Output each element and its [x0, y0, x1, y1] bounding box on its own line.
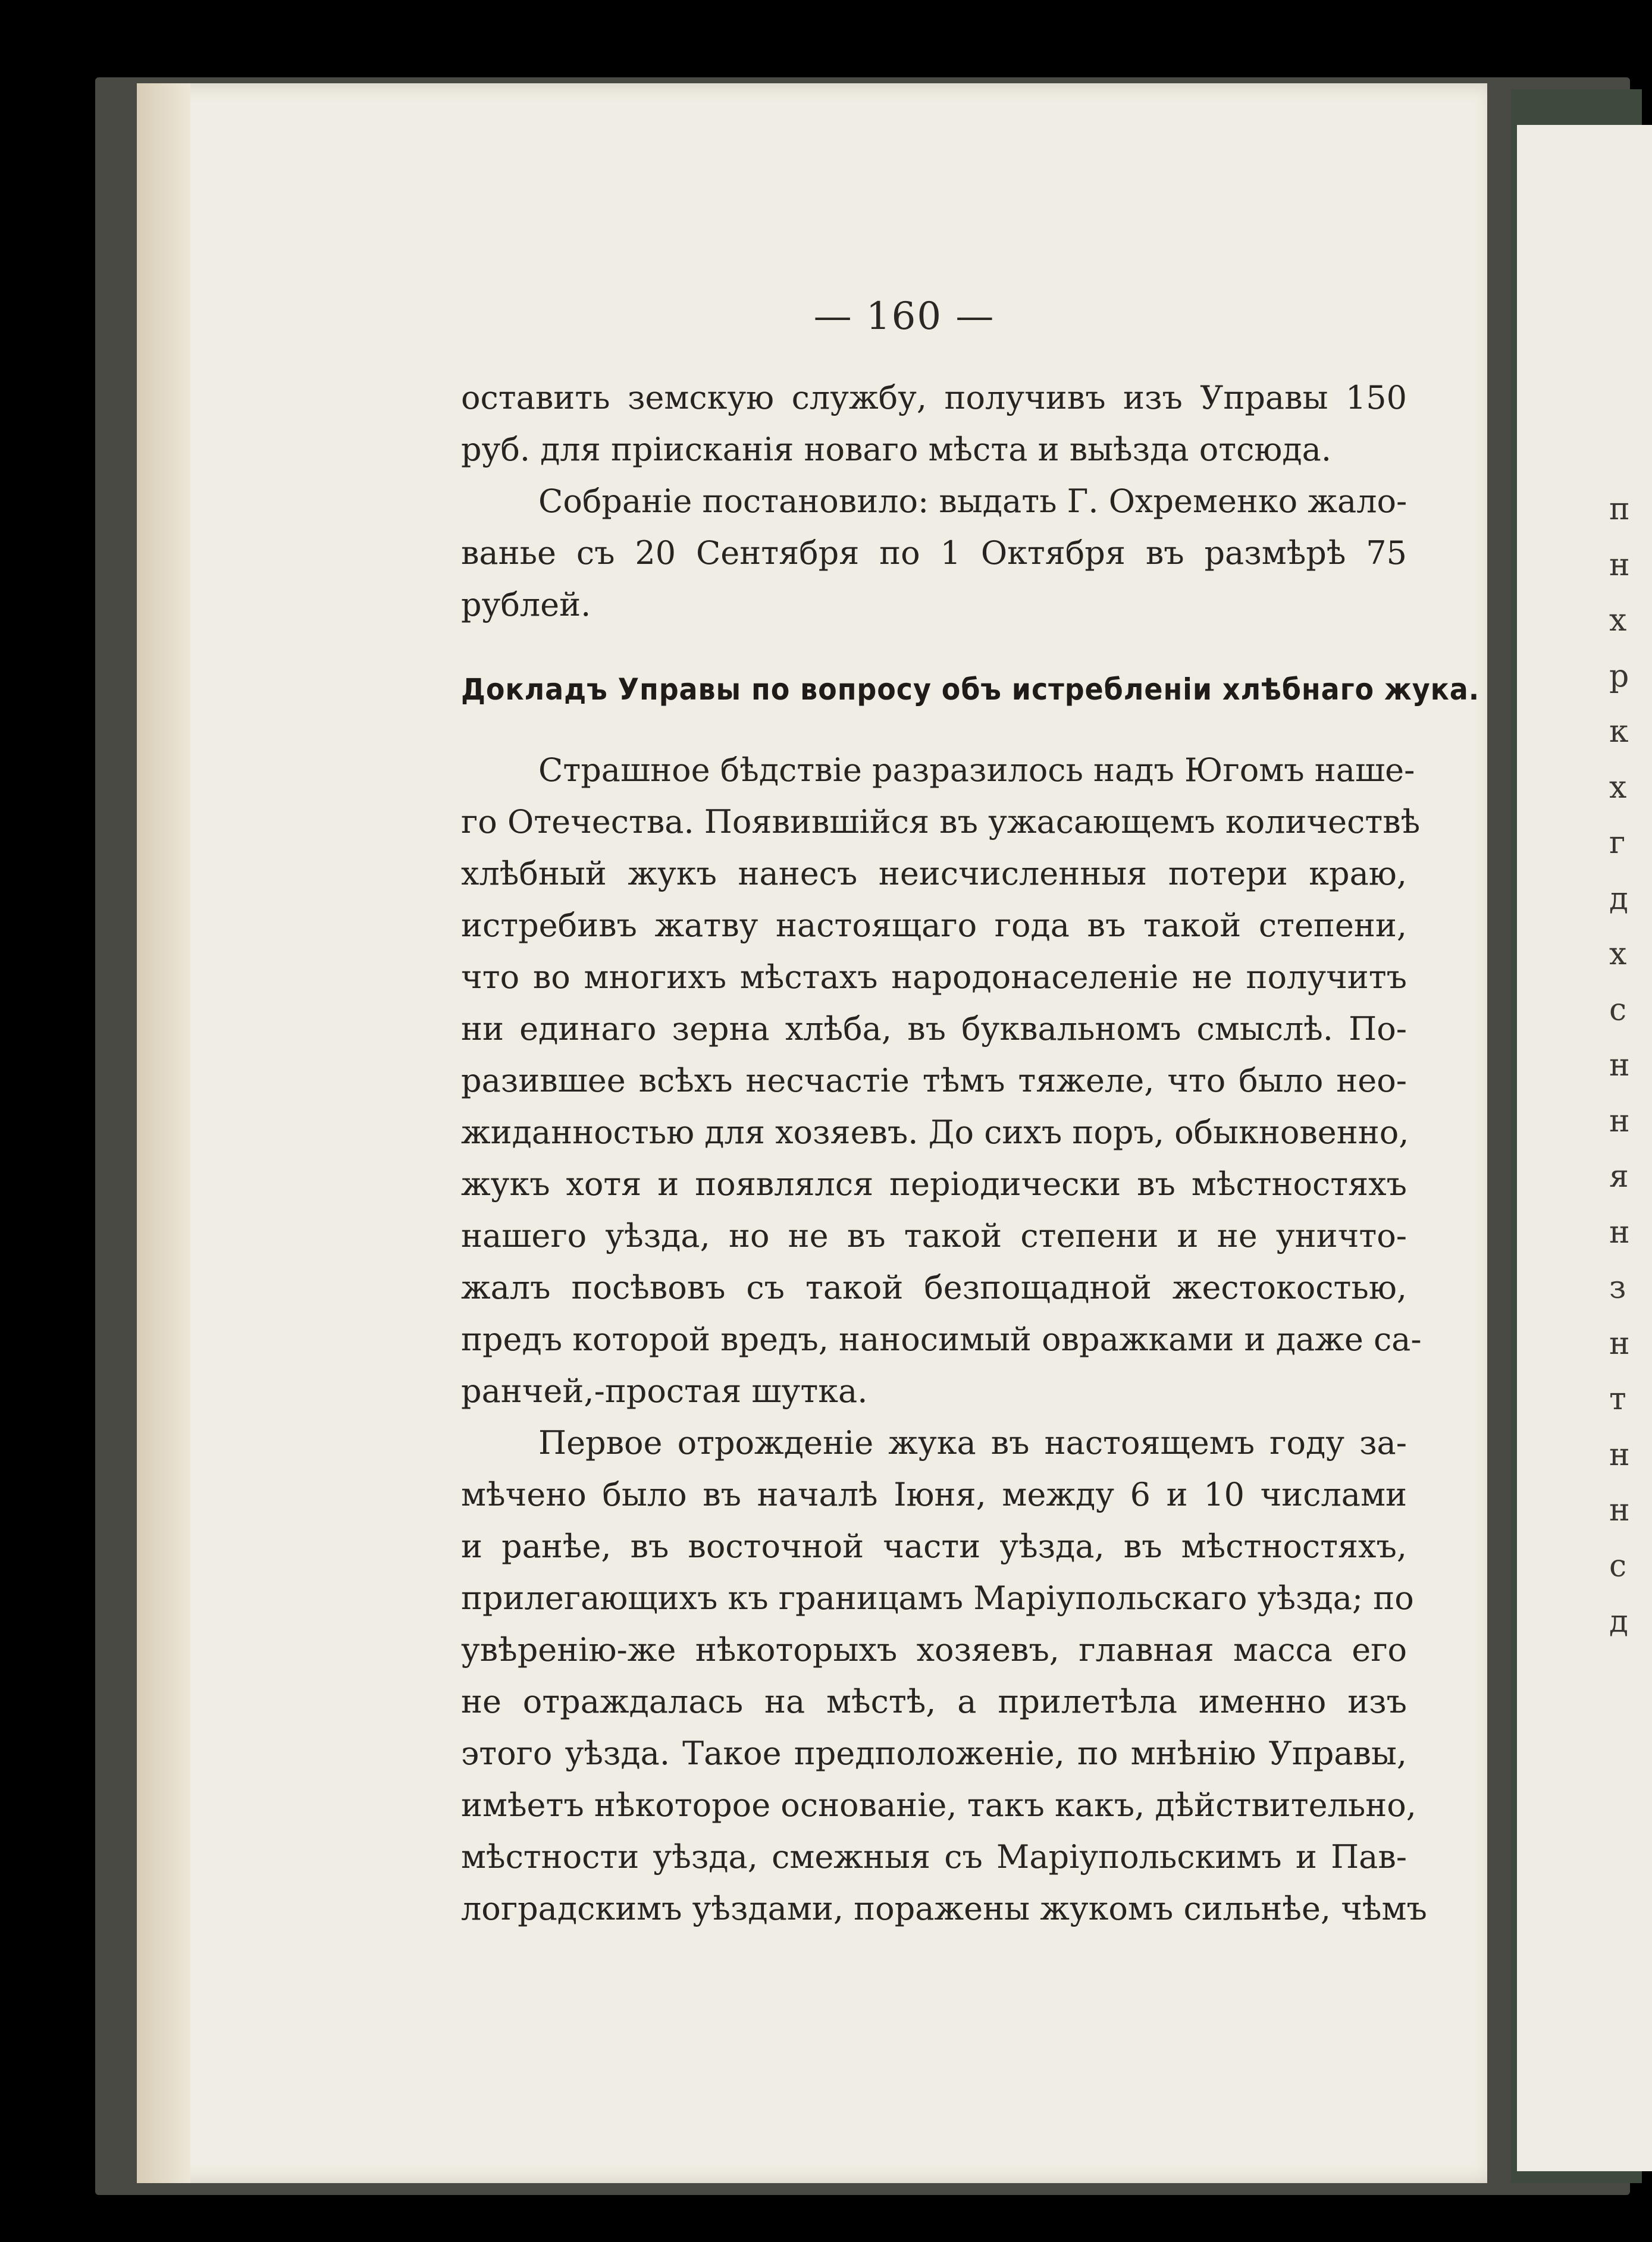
text-line: увѣренію-же нѣкоторыхъ хозяевъ, главная масса его	[461, 1631, 1407, 1669]
text-line: не отраждалась на мѣстѣ, а прилетѣла именно изъ	[461, 1683, 1407, 1720]
facing-page-letter: н	[1609, 1437, 1630, 1473]
text-line: Первое отрожденіе жука въ настоящемъ году за-	[538, 1424, 1407, 1462]
text-line: жукъ хотя и появлялся періодически въ мѣстностяхъ	[461, 1165, 1407, 1203]
text-line: ранчей,-простая шутка.	[461, 1372, 868, 1410]
text-after-heading	[461, 744, 1427, 1934]
page-gutter-edge	[137, 83, 190, 2183]
facing-page-letter: н	[1609, 1048, 1630, 1083]
facing-page-letter: н	[1609, 547, 1630, 583]
text-line: нашего уѣзда, но не въ такой степени и не уничто-	[461, 1217, 1407, 1255]
text-line: мѣстности уѣзда, смежныя съ Маріупольскимъ и Пав-	[461, 1838, 1407, 1876]
text-line: что во многихъ мѣстахъ народонаселеніе не получитъ	[461, 958, 1407, 996]
facing-page-letter: н	[1609, 1103, 1630, 1139]
text-line: прилегающихъ къ границамъ Маріупольскаго уѣзда; по	[461, 1579, 1414, 1617]
facing-page-letter: з	[1609, 1270, 1626, 1306]
text-line: и ранѣе, въ восточной части уѣзда, въ мѣстностяхъ,	[461, 1528, 1407, 1565]
facing-page-letter: д	[1609, 880, 1629, 917]
text-line: мѣчено было въ началѣ Іюня, между 6 и 10 числами	[461, 1476, 1407, 1513]
text-line: хлѣбный жукъ нанесъ неисчисленныя потери краю,	[461, 855, 1407, 892]
text-line: имѣетъ нѣкоторое основаніе, такъ какъ, дѣйствительно,	[461, 1786, 1416, 1824]
facing-page-letter: п	[1609, 491, 1630, 527]
text-line: Страшное бѣдствіе разразилось надъ Югомъ наше-	[538, 751, 1415, 789]
text-line: лоградскимъ уѣздами, поражены жукомъ сильнѣе, чѣмъ	[461, 1890, 1427, 1927]
facing-page-letter: с	[1609, 1548, 1627, 1584]
facing-page-letter: д	[1609, 1604, 1629, 1639]
text-line: жалъ посѣвовъ съ такой безпощадной жестокостью,	[461, 1269, 1407, 1306]
facing-page-letter: н	[1609, 1214, 1630, 1250]
facing-page-letter: г	[1609, 825, 1626, 861]
text-line: этого уѣзда. Такое предположеніе, по мнѣнію Управы,	[461, 1735, 1407, 1772]
facing-page-letter: х	[1609, 603, 1627, 638]
facing-page-letter: р	[1609, 658, 1629, 694]
facing-page-letters	[1609, 482, 1645, 1650]
text-line: го Отечества. Появившійся въ ужасающемъ количествѣ	[461, 803, 1421, 841]
text-line: истребивъ жатву настоящаго года въ такой степени,	[461, 907, 1407, 944]
text-line: ванье съ 20 Сентября по 1 Октября въ размѣрѣ 75	[461, 534, 1407, 572]
facing-page-letter: к	[1609, 714, 1629, 750]
section-heading: Докладъ Управы по вопросу объ истребленіи хлѣбнаго жука.	[461, 672, 1480, 707]
facing-page-letter: н	[1609, 1325, 1630, 1362]
facing-page-letter: н	[1609, 1492, 1630, 1528]
text-line: оставить земскую службу, получивъ изъ Управы 150	[461, 379, 1407, 416]
facing-page-letter: с	[1609, 992, 1627, 1028]
page-number: — 160 —	[813, 294, 995, 338]
text-line: жиданностью для хозяевъ. До сихъ поръ, обыкновенно,	[461, 1114, 1409, 1151]
text-line: Собраніе постановило: выдать Г. Охременко жало-	[538, 482, 1408, 520]
facing-page-letter: х	[1609, 769, 1627, 805]
text-line: ни единаго зерна хлѣба, въ буквальномъ смыслѣ. По-	[461, 1010, 1407, 1048]
facing-page-fragment	[1517, 125, 1652, 2171]
facing-page-letter: т	[1609, 1381, 1626, 1417]
facing-page-letter: х	[1609, 936, 1627, 972]
text-line: предъ которой вредъ, наносимый овражками и даже са-	[461, 1321, 1422, 1358]
facing-page-letter: я	[1609, 1159, 1629, 1194]
text-line: разившее всѣхъ несчастіе тѣмъ тяжеле, что было нео-	[461, 1062, 1407, 1099]
text-before-heading	[461, 372, 1407, 631]
text-line: руб. для пріисканія новаго мѣста и выѣзда отсюда.	[461, 431, 1331, 468]
page-text-block	[461, 372, 1480, 1934]
text-line: рублей.	[461, 586, 591, 623]
